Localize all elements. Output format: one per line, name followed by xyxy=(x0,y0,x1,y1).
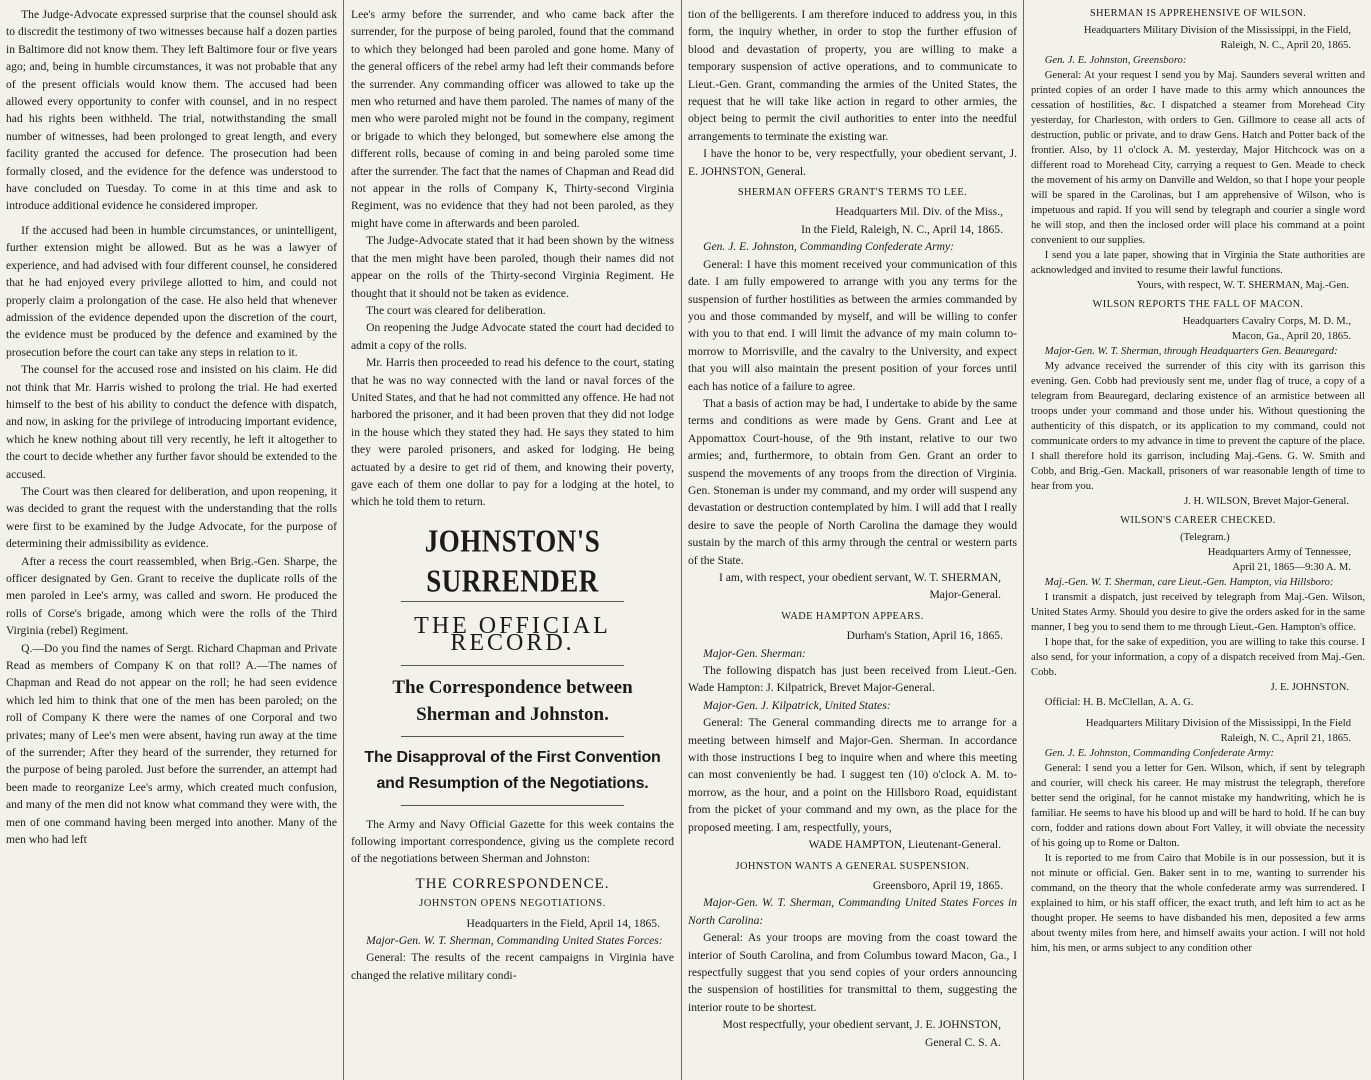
letter-addressee: Major-Gen. W. T. Sherman, Commanding United States Forces in North Carolina: xyxy=(688,896,1017,927)
letter-headquarters: Macon, Ga., April 20, 1865. xyxy=(1231,331,1351,342)
letter-headquarters: Headquarters Military Division of the Mississippi, In the Field xyxy=(1085,718,1351,729)
letter-addressee: Major-Gen. Sherman: xyxy=(703,646,806,660)
article-paragraph: The counsel for the accused rose and insisted on his claim. He did not think that Mr. Harris wished to prolong the trial. He had exerted himself to the best of his ability to conduct the defence with dispatch, and now, in asking for the privilege of introducing important evidence, which he knew nothing about till very recently, he left it altogether to the court to decide whether any further favor should be extended to the accused. xyxy=(6,363,337,481)
letter-headquarters: April 21, 1865—9:30 A. M. xyxy=(1232,562,1351,573)
letter-body: General: As your troops are moving from the coast toward the interior of South Carolina, and from Columbus toward Macon, Ga., I respectfully suggest that you send copies of your orders announcing the suspension of hostilities for transmittal to them, suggesting the interior route to be shortest. xyxy=(688,931,1017,1014)
letter-body: The following dispatch has just been received from Lieut.-Gen. Wade Hampton: J. Kilpatrick, Brevet Major-General. xyxy=(688,664,1017,695)
article-paragraph: The Court was then cleared for deliberation, and upon reopening, it was decided to grant the request with the understanding that the rolls were first to be examined by the Judge Advocate, for the purpose of determining their admissibility as evidence. xyxy=(6,484,337,551)
letter-headquarters: Headquarters Army of Tennessee, xyxy=(1207,547,1351,558)
letter-body: That a basis of action may be had, I undertake to abide by the same terms and conditions as were made by Gens. Grant and Lee at Appomattox Court-house, of the 9th instant, relative to our two armies; and, furthermore, to obtain from Gen. Grant an order to suspend the movements of any troops from the direction of Virginia. Gen. Stoneman is under my command, and my order will suspend any devastation or destruction contemplated by him. I will add that I really desire to save the people of North Carolina the damage they would sustain by the march of this army through the central or western parts of the State. xyxy=(688,396,1017,567)
article-paragraph: On reopening the Judge Advocate stated the court had decided to admit a copy of the rolls. xyxy=(351,321,674,352)
letter-headquarters: Headquarters in the Field, April 14, 1865. xyxy=(466,916,660,930)
letter-body: I transmit a dispatch, just received by telegraph from Maj.-Gen. Wilson, United States Army. Should you desire to give the orders asked for in the same manner, I beg you to send them to me through Lieut.-Gen. Hampton's office. xyxy=(1031,592,1365,633)
column-3 xyxy=(682,0,1023,1080)
column-rule xyxy=(1023,0,1024,1080)
section-heading: SHERMAN OFFERS GRANT'S TERMS TO LEE. xyxy=(737,187,968,199)
letter-body: I hope that, for the sake of expedition, you are willing to take this course. I also send, for your information, a copy of a dispatch received from Maj.-Gen. Cobb. xyxy=(1031,637,1365,678)
section-heading: JOHNSTON WANTS A GENERAL SUSPENSION. xyxy=(735,860,970,872)
letter-signature: I am, with respect, your obedient servant, W. T. SHERMAN, Major-General. xyxy=(719,571,1001,602)
section-heading: SHERMAN IS APPREHENSIVE OF WILSON. xyxy=(1089,8,1307,19)
letter-signature: Most respectfully, your obedient servant, J. E. JOHNSTON, General C. S. A. xyxy=(722,1018,1001,1049)
letter-headquarters: Headquarters Military Division of the Mississippi, in the Field, xyxy=(1083,25,1351,36)
letter-signature: J. H. WILSON, Brevet Major-General. xyxy=(1184,496,1349,507)
letter-addressee: Major-Gen. J. Kilpatrick, United States: xyxy=(703,698,891,712)
official-line: Official: H. B. McClellan, A. A. G. xyxy=(1044,697,1194,708)
letter-addressee: Major-Gen. W. T. Sherman, through Headquarters Gen. Beauregard: xyxy=(1044,346,1338,357)
article-paragraph: Q.—Do you find the names of Sergt. Richard Chapman and Private Read as members of Company K on that roll? A.—The names of Chapman and Read do not appear on the roll; he had seen evidence which led him to think that one of the men has been paroled; on the roll of Company K there were the names of one Corporal and two privates; many of Lee's men were absent, having run away at the time of the surrender; After they heard of the surrender, they returned for the purpose of being paroled. Just before the surrender, an attempt had been made to reorganize Lee's army, which created much confusion, and many of the men did not know what command they were with, the men of one command having been merged into another. Many of the men who had left xyxy=(6,641,337,847)
column-1 xyxy=(0,0,343,1080)
letter-signature: J. E. JOHNSTON. xyxy=(1270,682,1349,693)
letter-body: General: The General commanding directs me to arrange for a meeting between himself and Major-Gen. Sherman. In accordance with those instructions I beg to inquire when and where this meeting can most conveniently be had. I suggest ten (10) o'clock A. M. to-morrow, as the hour, and a point on the Hillsboro Road, equidistant from the picket of your command and my own, as the place for the proposed meeting. I am, respectfully, yours, xyxy=(688,716,1017,834)
letter-body: General: I have this moment received your communication of this date. I am fully empowered to arrange with you any terms for the suspension of further hostilities as between the armies commanded by you and those commanded by myself, and will be willing to confer with you to that end. I will limit the advance of my main column to-morrow to Morrisville, and the cavalry to the University, and expect that you will also maintain the present position of your forces until each has notice of a failure to agree. xyxy=(688,257,1017,393)
article-paragraph: The Judge-Advocate expressed surprise that the counsel should ask to discredit the testimony of two witnesses because half a dozen parties in Baltimore did not know them. They left Baltimore four or five years ago; and, being in humble circumstances, it was not probable that any of the present officials would know them. The accused had been allowed every opportunity to confer with counsel, and in no respect had his rights been withheld. The trial, notwithstanding the small number of witnesses, had been prolonged to great length, and every facility granted the accused for defence. The prosecution had been formally closed, and the evidence for the defence was understood to have concluded on Tuesday. To come in at this time and ask to introduce additional evidence he considered improper. xyxy=(6,8,337,213)
letter-headquarters: Raleigh, N. C., April 20, 1865. xyxy=(1220,40,1351,51)
letter-headquarters: Raleigh, N. C., April 21, 1865. xyxy=(1220,733,1351,744)
letter-headquarters: Greensboro, April 19, 1865. xyxy=(872,878,1003,892)
headline-rule xyxy=(401,665,624,666)
letter-addressee: Gen. J. E. Johnston, Greensboro: xyxy=(1044,55,1187,66)
letter-signature: Yours, with respect, W. T. SHERMAN, Maj.-Gen. xyxy=(1136,280,1349,291)
letter-body: General: At your request I send you by Maj. Saunders several written and printed copies of an order I have made to this army which announces the cessation of hostilities, &c. I dispatched a steamer from Morehead City yesterday, for Charleston, with orders to Gen. Gillmore to cease all acts of destruction, public or private, and to draw Gens. Hatch and Potter back of the frontier. Also, by 11 o'clock A. M. yesterday, Major Hitchcock was on a different road to Morehead City, carrying a request to Gen. Meade to check the movement of his army on Danville and Weldon, so that I hope your people will be spared in the Carolinas, but I am apprehensive of Wilson, who is impetuous and rapid. If you will send by telegraph and courier a single word he will stop, and then the inclosed order will place his command at a point convenient to our supplies. xyxy=(1031,70,1365,246)
letter-body: General: I send you a letter for Gen. Wilson, which, if sent by telegraph and courier, will check his career. He may mistrust the telegraph, therefore better send the original, for he cannot mistake my handwriting, which he is familiar. He seems to have his blood up and will be hard to hold. If he can buy corn, fodder and rations down about Fort Valley, it will obviate the necessity of his going up to Rome or Dalton. xyxy=(1031,763,1365,849)
letter-body: General: The results of the recent campaigns in Virginia have changed the relative military condi- xyxy=(351,951,674,982)
intro-paragraph: The Army and Navy Official Gazette for this week contains the following important correspondence, giving us the complete record of the negotiations between Sherman and Johnston: xyxy=(351,817,674,866)
column-rule xyxy=(343,0,344,1080)
article-paragraph: After a recess the court reassembled, when Brig.-Gen. Sharpe, the officer designated by Gen. Grant to receive the duplicate rolls of the men paroled in Lee's army, was called and sworn. He produced the rolls of Corse's brigade, among which were the rolls of the Third Virginia (rebel) Regiment. xyxy=(6,554,337,638)
headline-rule xyxy=(401,805,624,806)
article-paragraph: The Judge-Advocate stated that it had been shown by the witness that the men might have been paroled, though their names did not appear on the rolls of the Thirty-second Virginia Regiment. He thought that it should not be taken as evidence. xyxy=(351,234,674,300)
section-heading: WILSON REPORTS THE FALL OF MACON. xyxy=(1092,299,1304,310)
section-heading: WADE HAMPTON APPEARS. xyxy=(781,610,924,622)
letter-headquarters: Durham's Station, April 16, 1865. xyxy=(846,629,1003,643)
letter-body: It is reported to me from Cairo that Mobile is in our possession, but it is not minute or official. Gen. Baker sent in to me, wanting to surrender his command, on the theory that the whole confederate army was surrendered. I explained to him, or his staff officer, the exact truth, and left him to act as he thought proper. He seems to have disbanded his men, deposited a few arms about twenty miles from here, and himself awaits your action. I will not hold him, his men, or arms subject to any condition other xyxy=(1031,853,1365,954)
headline-rule xyxy=(401,736,624,737)
column-2 xyxy=(345,0,680,1080)
article-paragraph: tion of the belligerents. I am therefore induced to address you, in this form, the inquiry whether, in order to stop the further effusion of blood and devastation of property, you are willing to make a temporary suspension of active operations, and to communicate to Lieut.-Gen. Grant, commanding the armies of the United States, the request that he will take like action in regard to other armies, the object being to permit the civil authorities to enter into the needful arrangements to terminate the existing war. xyxy=(688,8,1017,143)
main-headline: JOHNSTON'S SURRENDER xyxy=(424,523,601,599)
article-paragraph: Mr. Harris then proceeded to read his defence to the court, stating that he was no way connected with the land or naval forces of the United States, and that he had not committed any offence. He had not harbored the prisoner, and it had been proven that they did not lodge in the house which they stated they had. He says they stated to him they were paroled prisoners, and asked for lodging. He being actuated by a desire to get rid of them, and knowing their poverty, gave each of them one dollar to pay for a lodging at the hotel, to which he told them to return. xyxy=(351,356,674,509)
article-paragraph: Lee's army before the surrender, and who came back after the surrender, for the purpose of being paroled, found that the command to which they belonged had been paroled and gone home. Many of the general officers of the rebel army had left their commands before the surrender. Any commanding officer was allowed to take up the men who returned and have them paroled. The names of many of the men who were paroled might not be found in the company, regiment or brigade to which they belonged, but somewhere else among the different rolls, because of coming in and being paroled some time after the surrender. The fact that the names of Chapman and Read did not appear in the rolls of Company K, Thirty-second Virginia Regiment, was no evidence that they had not been paroled, as they might have come in afterwards and been paroled. xyxy=(351,8,674,230)
article-paragraph: If the accused had been in humble circumstances, or unintelligent, further extension might be allowed. But as he was a lawyer of experience, and had advised with four different counsel, he considered that he had enjoyed every privilege allotted to him, and could not properly claim a prolongation of the case. He also held that whenever admission of the evidence depended upon the discretion of the court, the evidence must be produced by the defence and examined by the prosecution before the court can take any steps in relation to it. xyxy=(6,223,337,359)
letter-addressee: Maj.-Gen. W. T. Sherman, care Lieut.-Gen. Hampton, via Hillsboro: xyxy=(1044,577,1334,588)
telegram-label: (Telegram.) xyxy=(1180,532,1230,543)
letter-addressee: Major-Gen. W. T. Sherman, Commanding United States Forces: xyxy=(366,934,663,948)
letter-body: I send you a late paper, showing that in Virginia the State authorities are acknowledged and invited to resume their lawful functions. xyxy=(1031,250,1365,276)
column-4 xyxy=(1025,0,1371,1080)
article-paragraph: The court was cleared for deliberation. xyxy=(366,303,546,317)
letter-body: My advance received the surrender of this city with its garrison this evening. Gen. Cobb had previously sent me, under flag of truce, a copy of a telegram from Beauregard, declaring existence of an armistice between all troops under your command and those under his. Without questioning the authenticity of this dispatch, or its application to my command, could not communicate orders to my advance in time to prevent the capture of the place. I shall therefore hold its garrison, including Maj.-Gens. G. W. Smith and Cobb, and Brig.-Gen. Mackall, prisoners of war reasonable length of time to hear from you. xyxy=(1031,361,1365,492)
subheadline: The Correspondence between Sherman and Johnston. xyxy=(392,676,633,725)
letter-headquarters: Headquarters Mil. Div. of the Miss., xyxy=(835,205,1003,219)
letter-headquarters: Headquarters Cavalry Corps, M. D. M., xyxy=(1182,316,1351,327)
letter-headquarters: In the Field, Raleigh, N. C., April 14, 1865. xyxy=(801,222,1003,236)
subheadline: THE OFFICIAL RECORD. xyxy=(414,612,611,657)
subheadline: The Disapproval of the First Convention and Resumption of the Negotiations. xyxy=(364,748,661,792)
section-heading: WILSON'S CAREER CHECKED. xyxy=(1120,515,1276,526)
letter-addressee: Gen. J. E. Johnston, Commanding Confederate Army: xyxy=(703,240,955,254)
section-heading: THE CORRESPONDENCE. xyxy=(415,875,610,892)
letter-closing: I have the honor to be, very respectfully, your obedient servant, J. E. JOHNSTON, General. xyxy=(688,147,1017,178)
letter-signature: WADE HAMPTON, Lieutenant-General. xyxy=(808,838,1001,852)
letter-title: JOHNSTON OPENS NEGOTIATIONS. xyxy=(419,898,606,910)
letter-addressee: Gen. J. E. Johnston, Commanding Confederate Army: xyxy=(1044,748,1275,759)
